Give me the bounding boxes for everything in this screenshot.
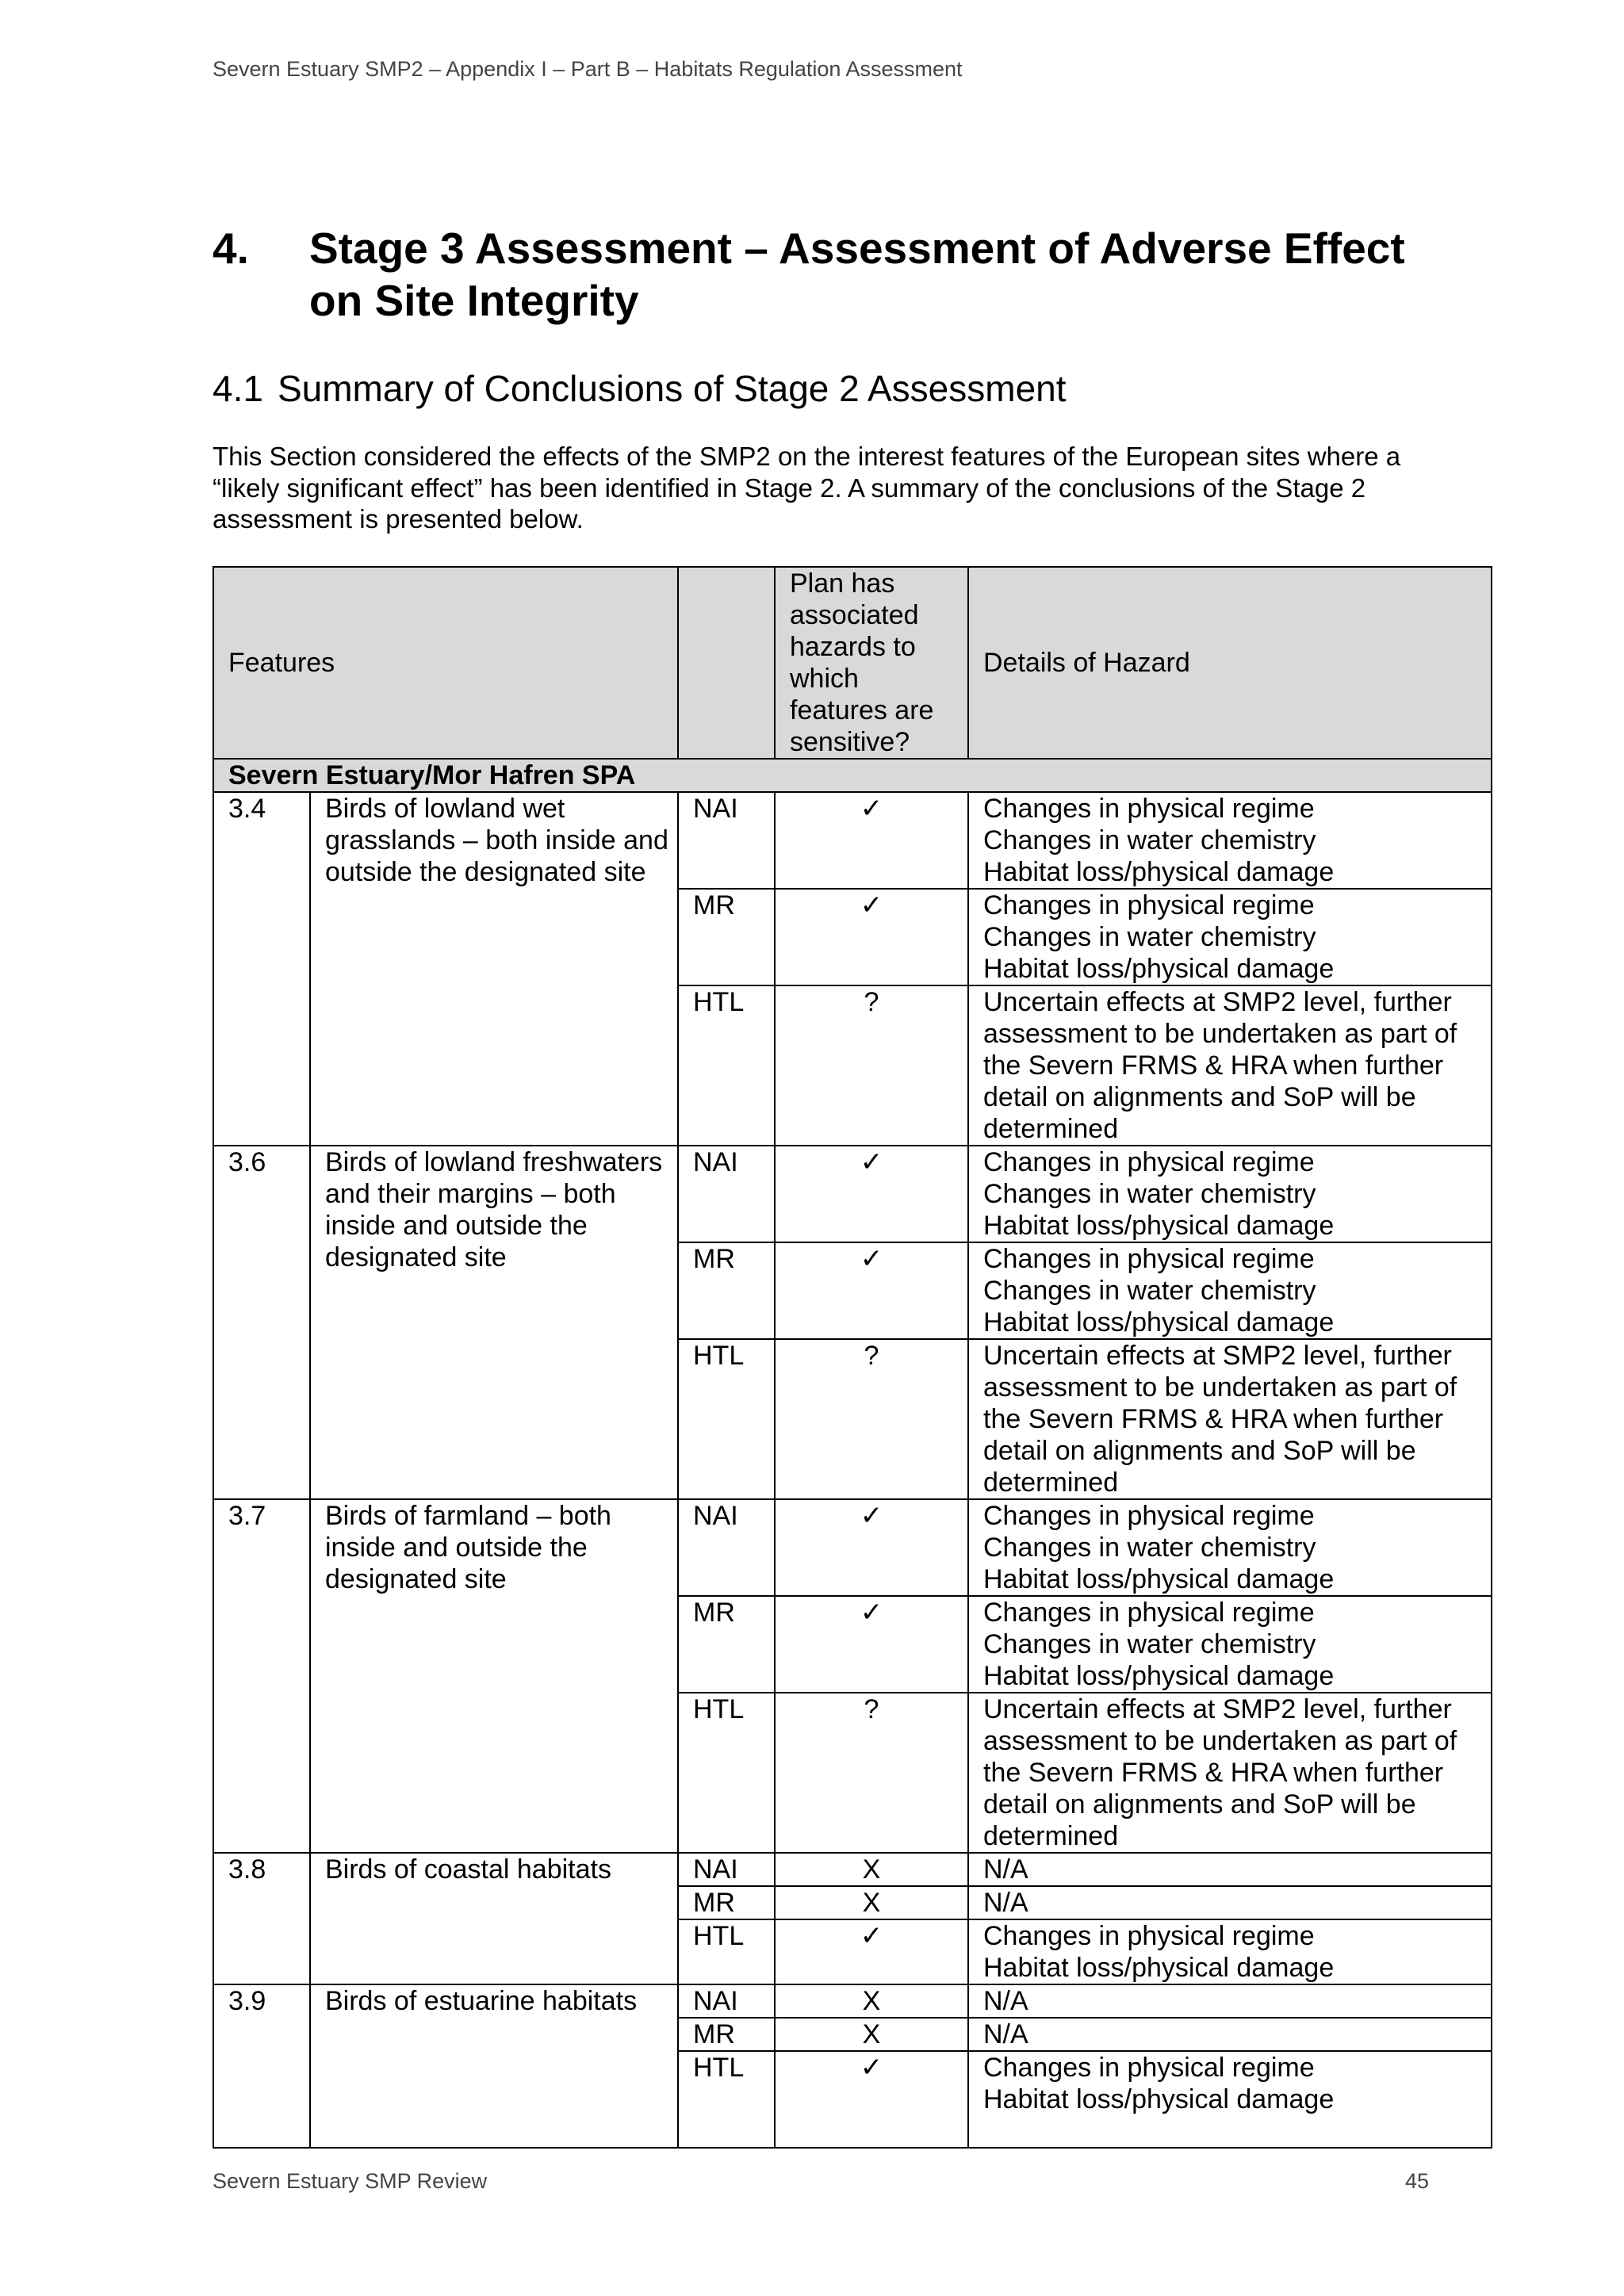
table-body bbox=[213, 759, 1492, 2148]
hazard-details-cell: Changes in physical regime Habitat loss/physical damage bbox=[968, 1919, 1492, 1984]
hazard-details-cell: Changes in physical regime Changes in water chemistry Habitat loss/physical damage bbox=[968, 1146, 1492, 1242]
footer-title: Severn Estuary SMP Review bbox=[213, 2169, 488, 2193]
sensitivity-cell: ✓ bbox=[775, 792, 968, 889]
feature-id: 3.9 bbox=[213, 1984, 310, 2148]
feature-description: Birds of estuarine habitats bbox=[310, 1984, 678, 2148]
policy-cell: NAI bbox=[678, 1984, 775, 2018]
sensitivity-cell: ✓ bbox=[775, 1499, 968, 1596]
intro-paragraph: This Section considered the effects of the SMP2 on the interest features of the European sites where a “likely significant effect” has been identified in Stage 2. A summary of the conclusions of the Stage 2 assessment is presented below. bbox=[213, 442, 1401, 534]
sensitivity-cell: ✓ bbox=[775, 1596, 968, 1693]
policy-cell: HTL bbox=[678, 1339, 775, 1499]
header-policy bbox=[678, 567, 775, 759]
sensitivity-cell: X bbox=[775, 1886, 968, 1919]
hazard-details-cell: N/A bbox=[968, 1853, 1492, 1886]
table-row bbox=[213, 1853, 1492, 1886]
stage2-summary-table bbox=[213, 566, 1492, 2149]
sensitivity-cell: ✓ bbox=[775, 889, 968, 985]
policy-cell: MR bbox=[678, 1596, 775, 1693]
policy-cell: HTL bbox=[678, 1693, 775, 1853]
sensitivity-cell: ? bbox=[775, 1693, 968, 1853]
hazard-details-cell: Changes in physical regime Changes in water chemistry Habitat loss/physical damage bbox=[968, 1596, 1492, 1693]
sensitivity-cell: ✓ bbox=[775, 1242, 968, 1339]
policy-cell: MR bbox=[678, 2018, 775, 2051]
section-title: Summary of Conclusions of Stage 2 Assessment bbox=[277, 368, 1067, 409]
sensitivity-cell: X bbox=[775, 1853, 968, 1886]
policy-cell: MR bbox=[678, 1242, 775, 1339]
policy-cell: HTL bbox=[678, 1919, 775, 1984]
feature-description: Birds of lowland freshwaters and their margins – both inside and outside the designated site bbox=[310, 1146, 678, 1499]
sensitivity-cell: ✓ bbox=[775, 1146, 968, 1242]
running-header: Severn Estuary SMP2 – Appendix I – Part B – Habitats Regulation Assessment bbox=[213, 57, 963, 81]
feature-id: 3.7 bbox=[213, 1499, 310, 1853]
sensitivity-cell: ? bbox=[775, 985, 968, 1146]
policy-cell: MR bbox=[678, 889, 775, 985]
hazard-details-cell: Uncertain effects at SMP2 level, further assessment to be undertaken as part of the Severn FRMS & HRA when further detail on alignments and SoP will be determined bbox=[968, 985, 1492, 1146]
site-name: Severn Estuary/Mor Hafren SPA bbox=[213, 759, 1492, 792]
table-row bbox=[213, 792, 1492, 889]
policy-cell: HTL bbox=[678, 2051, 775, 2148]
feature-description: Birds of farmland – both inside and outside the designated site bbox=[310, 1499, 678, 1853]
sensitivity-cell: X bbox=[775, 2018, 968, 2051]
table-row bbox=[213, 1146, 1492, 1242]
page-number: 45 bbox=[1405, 2169, 1430, 2193]
hazard-details-cell: Changes in physical regime Habitat loss/physical damage bbox=[968, 2051, 1492, 2148]
table-row bbox=[213, 1984, 1492, 2018]
table-row bbox=[213, 1499, 1492, 1596]
sensitivity-cell: X bbox=[775, 1984, 968, 2018]
site-row bbox=[213, 759, 1492, 792]
feature-description: Birds of lowland wet grasslands – both inside and outside the designated site bbox=[310, 792, 678, 1146]
hazard-details-cell: Uncertain effects at SMP2 level, further assessment to be undertaken as part of the Severn FRMS & HRA when further detail on alignments and SoP will be determined bbox=[968, 1693, 1492, 1853]
hazard-details-cell: N/A bbox=[968, 1886, 1492, 1919]
header-details: Details of Hazard bbox=[968, 567, 1492, 759]
chapter-number: 4. bbox=[213, 224, 249, 273]
header-sensitive: Plan has associated hazards to which features are sensitive? bbox=[775, 567, 968, 759]
policy-cell: NAI bbox=[678, 1499, 775, 1596]
hazard-details-cell: Changes in physical regime Changes in water chemistry Habitat loss/physical damage bbox=[968, 889, 1492, 985]
section-number: 4.1 bbox=[213, 368, 263, 409]
feature-description: Birds of coastal habitats bbox=[310, 1853, 678, 1984]
hazard-details-cell: Uncertain effects at SMP2 level, further assessment to be undertaken as part of the Severn FRMS & HRA when further detail on alignments and SoP will be determined bbox=[968, 1339, 1492, 1499]
section-heading bbox=[213, 365, 1067, 412]
hazard-details-cell: N/A bbox=[968, 2018, 1492, 2051]
chapter-heading bbox=[213, 222, 1450, 327]
header-features: Features bbox=[213, 567, 678, 759]
hazard-details-cell: N/A bbox=[968, 1984, 1492, 2018]
policy-cell: HTL bbox=[678, 985, 775, 1146]
table-header-row bbox=[213, 567, 1492, 759]
policy-cell: NAI bbox=[678, 1853, 775, 1886]
hazard-details-cell: Changes in physical regime Changes in water chemistry Habitat loss/physical damage bbox=[968, 1242, 1492, 1339]
policy-cell: NAI bbox=[678, 792, 775, 889]
hazard-details-cell: Changes in physical regime Changes in water chemistry Habitat loss/physical damage bbox=[968, 792, 1492, 889]
feature-id: 3.6 bbox=[213, 1146, 310, 1499]
sensitivity-cell: ? bbox=[775, 1339, 968, 1499]
feature-id: 3.4 bbox=[213, 792, 310, 1146]
chapter-title: Stage 3 Assessment – Assessment of Adverse Effect on Site Integrity bbox=[309, 224, 1405, 325]
sensitivity-cell: ✓ bbox=[775, 2051, 968, 2148]
feature-id: 3.8 bbox=[213, 1853, 310, 1984]
policy-cell: MR bbox=[678, 1886, 775, 1919]
hazard-details-cell: Changes in physical regime Changes in water chemistry Habitat loss/physical damage bbox=[968, 1499, 1492, 1596]
policy-cell: NAI bbox=[678, 1146, 775, 1242]
sensitivity-cell: ✓ bbox=[775, 1919, 968, 1984]
